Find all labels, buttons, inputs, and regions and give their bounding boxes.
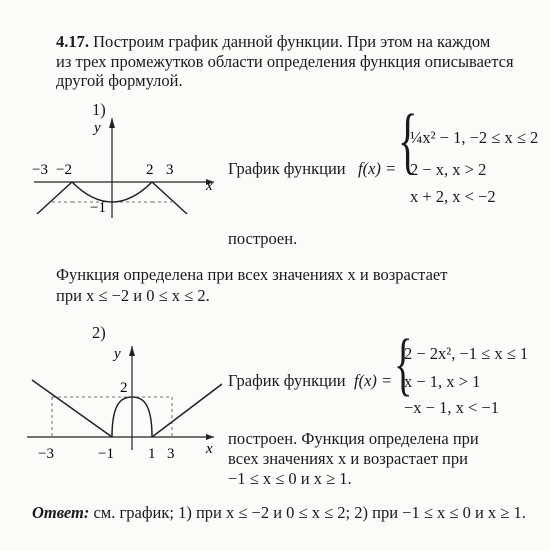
part2-axis-y: y: [114, 346, 121, 362]
intro-text-1: Построим график данной функции. При этом на каждом: [93, 32, 491, 51]
part1-left-line: [37, 182, 72, 214]
part1-tick-m2: −2: [56, 162, 72, 178]
part2-graph-text: График функции: [228, 371, 346, 390]
intro-line-3: другой формулой.: [56, 71, 183, 90]
part2-case2: x − 1, x > 1: [404, 372, 481, 391]
part2-tick-m1: −1: [98, 446, 114, 462]
part1-func: f(x) =: [358, 159, 397, 178]
answer-label: Ответ:: [32, 503, 90, 522]
part1-tick-m1: −1: [90, 200, 106, 216]
part1-conclusion-2: при x ≤ −2 и 0 ≤ x ≤ 2.: [56, 286, 210, 305]
part2-brace: {: [394, 326, 413, 403]
part1-label: 1): [92, 100, 106, 119]
part1-conclusion-1: Функция определена при всех значениях x и возрастает: [56, 265, 448, 284]
part1-tick-3: 3: [166, 162, 174, 178]
part2-text-1: построен. Функция определена при: [228, 429, 479, 448]
part2-text-2: всех значениях x и возрастает при: [228, 449, 468, 468]
problem-number: 4.17.: [56, 32, 89, 51]
part1-graph-text: График функции: [228, 159, 346, 178]
part2-tick-3: 3: [167, 446, 175, 462]
part2-func: f(x) =: [354, 371, 393, 390]
part2-left-line: [32, 380, 112, 437]
part2-tick-2: 2: [120, 380, 128, 396]
part1-graph: [22, 110, 222, 225]
part2-tick-1: 1: [148, 446, 156, 462]
part2-case1: 2 − 2x², −1 ≤ x ≤ 1: [404, 344, 529, 363]
intro-line-1: [56, 32, 490, 52]
part2-graph: [22, 340, 222, 470]
answer-line: [32, 503, 526, 523]
part1-case2: 2 − x, x > 2: [410, 160, 487, 179]
part1-brace: {: [398, 100, 418, 182]
part1-right-line: [152, 182, 187, 214]
part1-tick-2: 2: [146, 162, 154, 178]
part2-case3: −x − 1, x < −1: [404, 398, 499, 417]
intro-line-2: из трех промежутков области определения функция описывается: [56, 52, 514, 71]
answer-text: см. график; 1) при x ≤ −2 и 0 ≤ x ≤ 2; 2) при −1 ≤ x ≤ 0 и x ≥ 1.: [93, 503, 526, 522]
part2-right-line: [152, 384, 222, 437]
part2-tick-m3: −3: [38, 446, 54, 462]
part1-case1: ¼x² − 1, −2 ≤ x ≤ 2: [410, 128, 539, 147]
part1-axis-x: x: [206, 178, 213, 194]
part2-text-3: −1 ≤ x ≤ 0 и x ≥ 1.: [228, 469, 352, 488]
part2-label: 2): [92, 323, 106, 342]
part1-built: построен.: [228, 229, 298, 248]
part1-case3: x + 2, x < −2: [410, 187, 496, 206]
part1-tick-m3: −3: [32, 162, 48, 178]
part2-axis-x: x: [206, 441, 213, 457]
part1-axis-y: y: [94, 120, 101, 136]
